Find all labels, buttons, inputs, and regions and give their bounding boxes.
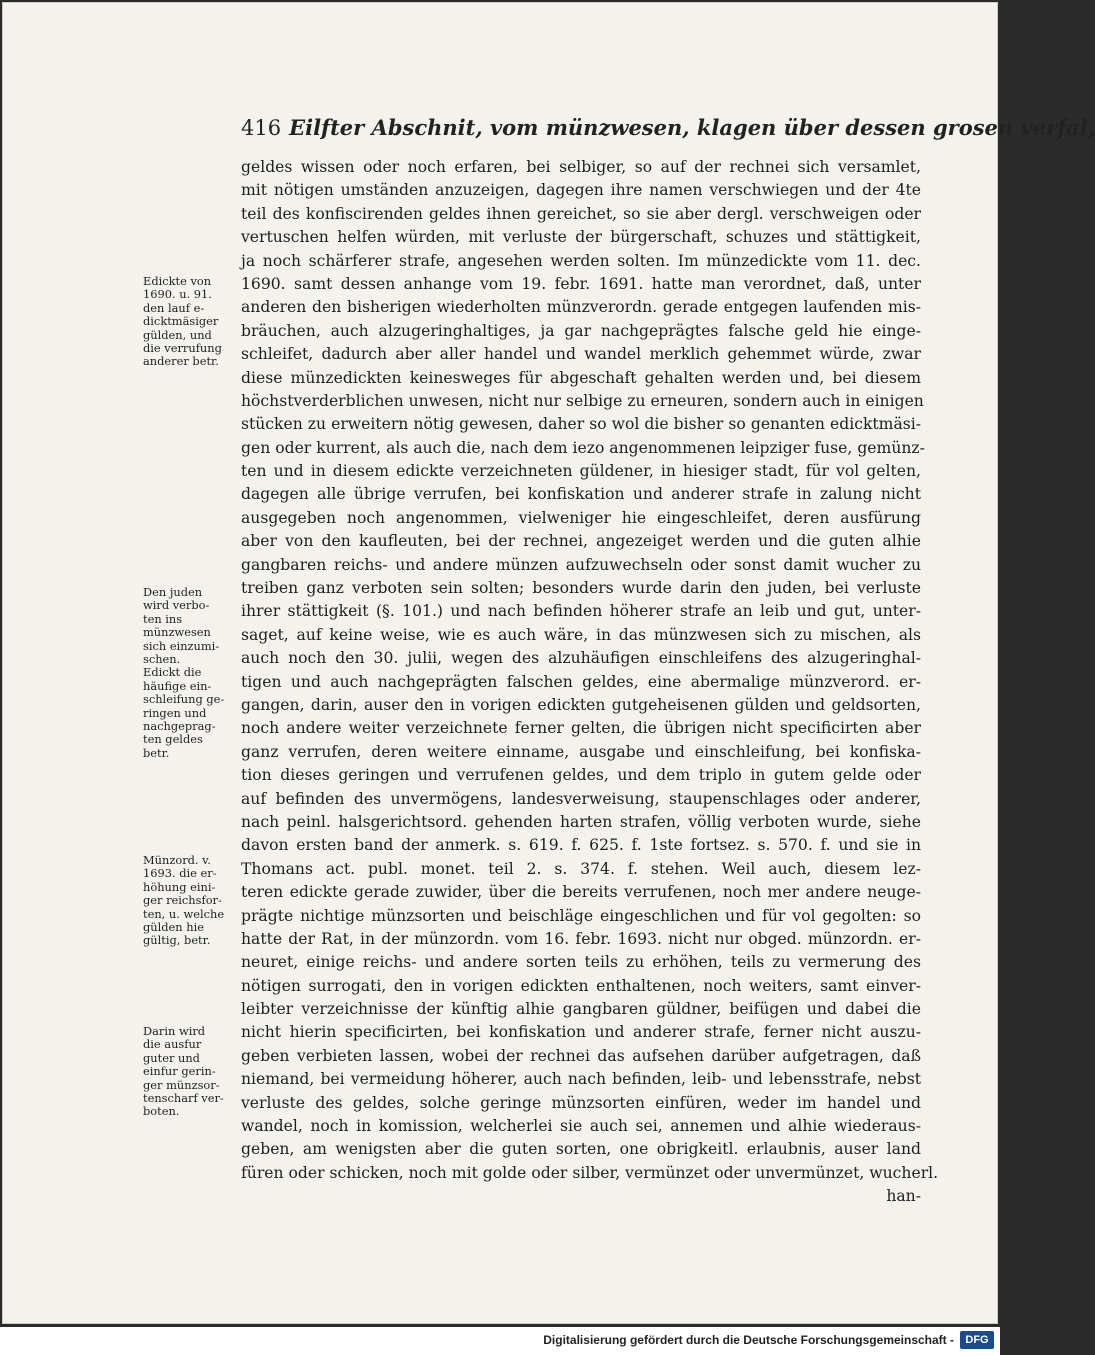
- text-line: wandel, noch in komission, welcherlei sie auch sei, annemen und alhie wiederaus-: [241, 1117, 921, 1136]
- text-line: Thomans act. publ. monet. teil 2. s. 374. f. stehen. Weil auch, diesem lez-: [241, 859, 921, 878]
- text-line: hatte der Rat, in der münzordn. vom 16. febr. 1693. nicht nur obged. münzordn. er-: [241, 929, 921, 948]
- marginal-note-line: ger reichsfor-: [143, 893, 222, 908]
- text-line: anderen den bisherigen wiederholten münzverordn. gerade entgegen laufenden mis-: [241, 298, 921, 317]
- text-line: nach peinl. halsgerichtsord. gehenden harten strafen, völlig verboten wurde, siehe: [241, 812, 921, 831]
- text-line: nicht hierin specificirten, bei konfiskation und anderer strafe, ferner nicht auszu-: [241, 1023, 921, 1042]
- text-line: mit nötigen umständen anzuzeigen, dagegen ihre namen verschwiegen und der 4te: [241, 181, 921, 200]
- marginal-note-line: betr.: [143, 745, 170, 760]
- marginal-note-line: schleifung ge-: [143, 692, 225, 707]
- marginal-note-line: häufige ein-: [143, 678, 212, 693]
- marginal-note-line: Edickte von: [143, 274, 212, 288]
- text-line: noch andere weiter verzeichnete ferner gelten, die übrigen nicht specificirten aber: [241, 719, 921, 738]
- marginal-note-line: gülden, und: [143, 327, 212, 342]
- marginal-note-line: 1693. die er-: [143, 866, 217, 881]
- scanned-page: [2, 2, 1095, 1324]
- page-number: 416: [241, 116, 282, 140]
- marginal-note-line: anderer betr.: [143, 354, 219, 369]
- text-line: höchstverderblichen unwesen, nicht nur selbige zu erneuren, sondern auch in einigen: [241, 391, 924, 410]
- text-line: tion dieses geringen und verrufenen geldes, und dem triplo in gutem gelde oder: [241, 766, 921, 785]
- marginal-note-line: die verrufung: [143, 340, 222, 355]
- marginal-note-jews-coinage: [143, 586, 243, 760]
- text-line: gen oder kurrent, als auch die, nach dem iezo angenommenen leipziger fuse, gemünz-: [241, 438, 925, 457]
- text-line: prägte nichtige münzsorten und beischläge eingeschlichen und für vol gegolten: so: [241, 906, 921, 925]
- running-title: Eilfter Abschnit, vom münzwesen, klagen über dessen grosen verfal,: [289, 115, 1095, 140]
- text-line: 1690. samt dessen anhange vom 19. febr. 1691. hatte man verordnet, daß, unter: [241, 274, 921, 293]
- marginal-note-line: sich einzumi-: [143, 638, 220, 653]
- body-text: [241, 156, 939, 1209]
- text-line: bräuchen, auch alzugeringhaltiges, ja gar nachgeprägtes falsche geld hie einge-: [241, 321, 921, 340]
- text-line: gangbaren reichs- und andere münzen aufzuwechseln oder sonst damit wucher zu: [241, 555, 921, 574]
- text-line: ja noch schärferer strafe, angesehen werden solten. Im münzedickte vom 11. dec.: [241, 251, 921, 270]
- text-line: geben, am wenigsten aber die guten sorten, one obrigkeitl. erlaubnis, auser land: [241, 1140, 921, 1159]
- text-line: geben verbieten lassen, wobei der rechnei das aufsehen darüber aufgetragen, daß: [241, 1046, 921, 1065]
- text-line: verluste des geldes, solche geringe münzsorten einfüren, weder im handel und: [241, 1093, 921, 1112]
- marginal-note-line: schen.: [143, 651, 181, 666]
- funding-notice: Digitalisierung gefördert durch die Deutsche Forschungsgemeinschaft -: [543, 1333, 954, 1347]
- text-line: saget, auf keine weise, wie es auch wäre, in das münzwesen sich zu mischen, als: [241, 625, 921, 644]
- text-line: niemand, bei vermeidung höherer, auch nach befinden, leib- und lebensstrafe, nebst: [241, 1070, 921, 1089]
- marginal-note-line: Edickt die: [143, 665, 202, 680]
- text-line: schleifet, dadurch aber aller handel und wandel merklich gehemmet würde, zwar: [241, 345, 921, 364]
- marginal-note-line: höhung eini-: [143, 879, 216, 894]
- text-line: neuret, einige reichs- und andere sorten teils zu erhöhen, teils zu vermerung des: [241, 953, 921, 972]
- text-line: vertuschen helfen würden, mit verluste der bürgerschaft, schuzes und stättigkeit,: [241, 228, 921, 247]
- text-line: han-: [886, 1187, 921, 1206]
- text-line: leibter verzeichnisse der künftig alhie gangbaren güldner, beifügen und dabei die: [241, 1000, 921, 1019]
- text-line: davon ersten band der anmerk. s. 619. f. 625. f. 1ste fortsez. s. 570. f. und sie in: [241, 836, 921, 855]
- marginal-note-line: 1690. u. 91.: [143, 287, 212, 302]
- marginal-note-line: Den juden: [143, 585, 203, 599]
- text-line: ausgegeben noch angenommen, vielweniger hie eingeschleifet, deren ausfürung: [241, 508, 921, 527]
- marginal-note-line: ringen und: [143, 705, 207, 720]
- marginal-note-line: guter und: [143, 1050, 200, 1065]
- text-line: auf befinden des unvermögens, landesverweisung, staupenschlages oder anderer,: [241, 789, 921, 808]
- text-line: teren edickte gerade zuwider, über die bereits verrufenen, noch mer andere neuge-: [241, 883, 921, 902]
- text-line: teil des konfiscirenden geldes ihnen gereichet, so sie aber dergl. verschweigen oder: [241, 204, 921, 223]
- marginal-note-line: nachgeprag-: [143, 718, 216, 733]
- marginal-note-line: tenscharf ver-: [143, 1090, 224, 1105]
- marginal-note-line: Darin wird: [143, 1024, 206, 1038]
- text-line: füren oder schicken, noch mit golde oder silber, vermünzet oder unvermünzet, wucherl.: [241, 1163, 939, 1182]
- marginal-note-line: die ausfur: [143, 1037, 202, 1052]
- marginal-note-line: einfur gerin-: [143, 1064, 216, 1079]
- dfg-logo: DFG: [960, 1331, 994, 1349]
- marginal-note-coin-order-1693: [143, 854, 243, 948]
- marginal-note-line: ten ins: [143, 611, 183, 626]
- text-line: stücken zu erweitern nötig gewesen, daher so wol die bisher so genanten edicktmäsi-: [241, 415, 921, 434]
- text-line: ten und in diesem edickte verzeichneten güldener, in hiesiger stadt, für vol gelten,: [241, 462, 921, 481]
- marginal-note-line: Münzord. v.: [143, 853, 211, 867]
- running-header: [241, 115, 1095, 140]
- text-line: tigen und auch nachgeprägten falschen geldes, eine abermalige münzverord. er-: [241, 672, 921, 691]
- marginal-note-line: gültig, betr.: [143, 933, 211, 948]
- marginal-note-edicts-1690: [143, 275, 243, 369]
- text-line: gangen, darin, auser den in vorigen edickten gutgeheisenen gülden und geldsorten,: [241, 695, 921, 714]
- marginal-note-import-export-ban: [143, 1025, 243, 1119]
- marginal-note-line: gülden hie: [143, 919, 204, 934]
- text-line: ganz verrufen, deren weitere einname, ausgabe und einschleifung, bei konfiska-: [241, 742, 921, 761]
- text-line: dagegen alle übrige verrufen, bei konfiskation und anderer strafe in zalung nicht: [241, 485, 921, 504]
- marginal-note-line: wird verbo-: [143, 598, 210, 613]
- marginal-note-line: münzwesen: [143, 625, 211, 640]
- text-line: geldes wissen oder noch erfaren, bei selbiger, so auf der rechnei sich versamlet,: [241, 158, 921, 176]
- marginal-note-line: ten geldes: [143, 732, 203, 747]
- marginal-note-line: boten.: [143, 1104, 180, 1119]
- text-line: treiben ganz verboten sein solten; besonders wurde darin den juden, bei verluste: [241, 579, 921, 598]
- text-line: auch noch den 30. julii, wegen des alzuhäufigen einschleifens des alzugeringhal-: [241, 649, 921, 668]
- text-line: diese münzedickten keinesweges für abgeschaft gehalten werden und, bei diesem: [241, 368, 921, 387]
- text-line: ihrer stättigkeit (§. 101.) und nach befinden höherer strafe an leib und gut, unter-: [241, 602, 921, 621]
- text-line: nötigen surrogati, den in vorigen edickten enthaltenen, noch weiters, samt einver-: [241, 976, 921, 995]
- marginal-note-line: ten, u. welche: [143, 906, 225, 921]
- marginal-note-line: dicktmäsiger: [143, 314, 219, 329]
- marginal-note-line: den lauf e-: [143, 300, 205, 315]
- marginal-note-line: ger münzsor-: [143, 1077, 220, 1092]
- footer-bar: [0, 1327, 1000, 1355]
- text-line: aber von den kaufleuten, bei der rechnei, angezeiget werden und die guten alhie: [241, 532, 921, 551]
